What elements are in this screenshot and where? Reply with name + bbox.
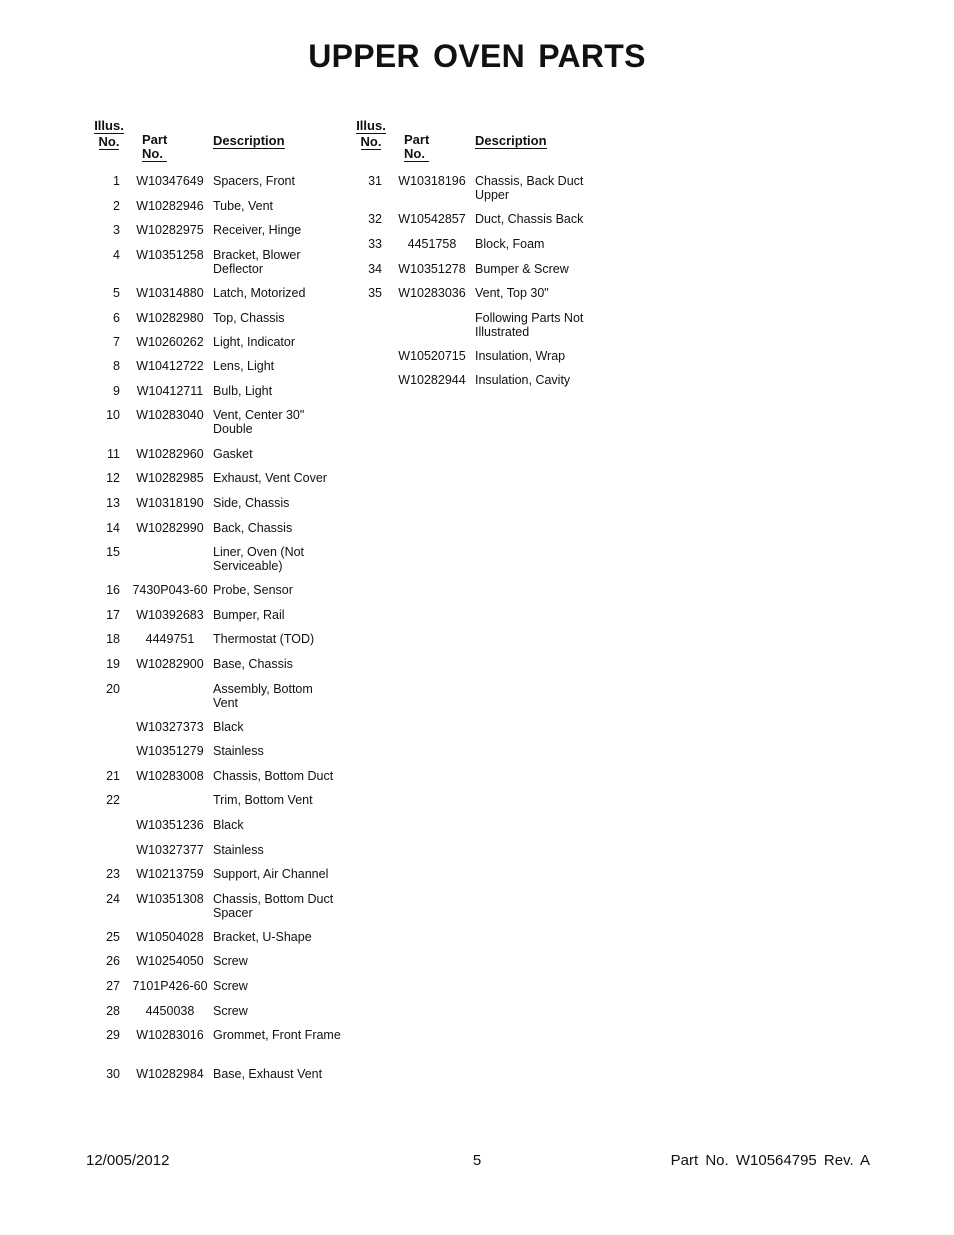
- part-number: 7101P426-60: [132, 979, 208, 993]
- part-description: Black: [213, 720, 244, 734]
- part-description: Top, Chassis: [213, 311, 285, 325]
- part-description: Following Parts Not Illustrated: [475, 311, 584, 339]
- part-number: W10282984: [136, 1067, 204, 1081]
- part-number: W10327377: [136, 843, 204, 857]
- header-description-label: Description: [213, 133, 285, 148]
- illus-no: 24: [106, 892, 120, 906]
- part-number: W10314880: [136, 286, 204, 300]
- part-description: Stainless: [213, 843, 264, 857]
- part-number: W10254050: [136, 954, 204, 968]
- illus-no: 13: [106, 496, 120, 510]
- part-description: Latch, Motorized: [213, 286, 306, 300]
- header-description: [213, 133, 285, 149]
- part-description: Gasket: [213, 447, 253, 461]
- illus-no: 29: [106, 1028, 120, 1042]
- part-number: W10318190: [136, 496, 204, 510]
- illus-no: 33: [368, 237, 382, 251]
- part-number: W10351308: [136, 892, 204, 906]
- part-description: Tube, Vent: [213, 199, 273, 213]
- part-number: W10351278: [398, 262, 466, 276]
- part-number: 4449751: [145, 632, 195, 646]
- part-number: W10283036: [398, 286, 466, 300]
- part-description: Light, Indicator: [213, 335, 295, 349]
- part-description: Bracket, Blower Deflector: [213, 248, 301, 276]
- part-description: Liner, Oven (Not Serviceable): [213, 545, 305, 573]
- illus-no: 18: [106, 632, 120, 646]
- header-illus-label: Illus.: [356, 118, 386, 133]
- illus-no: 20: [106, 682, 120, 696]
- illus-no: 5: [113, 286, 120, 300]
- header-part-no: [404, 133, 429, 162]
- illus-no: 2: [113, 199, 120, 213]
- part-number: W10412711: [136, 384, 204, 398]
- illus-no: 30: [106, 1067, 120, 1081]
- header-part-no-label: Part No.: [404, 132, 430, 161]
- part-number: W10282985: [136, 471, 204, 485]
- part-description: Support, Air Channel: [213, 867, 329, 881]
- part-number: W10392683: [136, 608, 204, 622]
- illus-no: 19: [106, 657, 120, 671]
- part-description: Screw: [213, 979, 248, 993]
- part-number: W10282975: [136, 223, 204, 237]
- part-number: W10260262: [136, 335, 204, 349]
- illus-no: 23: [106, 867, 120, 881]
- part-description: Insulation, Cavity: [475, 373, 571, 387]
- part-number: W10412722: [136, 359, 204, 373]
- part-number: W10318196: [398, 174, 466, 188]
- part-description: Stainless: [213, 744, 264, 758]
- part-number: W10283040: [136, 408, 204, 422]
- footer-date: 12/005/2012: [86, 1152, 170, 1169]
- part-description: Trim, Bottom Vent: [213, 793, 313, 807]
- part-description: Chassis, Bottom Duct Spacer: [213, 892, 334, 920]
- illus-no: 8: [113, 359, 120, 373]
- part-description: Base, Chassis: [213, 657, 293, 671]
- part-number: W10282960: [136, 447, 204, 461]
- illus-no: 22: [106, 793, 120, 807]
- part-number: W10351236: [136, 818, 204, 832]
- part-description: Bumper, Rail: [213, 608, 285, 622]
- header-no-label: No.: [360, 134, 382, 149]
- part-description: Block, Foam: [475, 237, 545, 251]
- part-description: Probe, Sensor: [213, 583, 293, 597]
- illus-no: 27: [106, 979, 120, 993]
- part-number: W10282990: [136, 521, 204, 535]
- part-description: Exhaust, Vent Cover: [213, 471, 327, 485]
- part-description: Black: [213, 818, 244, 832]
- header-part-no: [142, 133, 167, 162]
- illus-no: 10: [106, 408, 120, 422]
- part-number: W10213759: [136, 867, 204, 881]
- part-description: Vent, Center 30" Double: [213, 408, 305, 436]
- illus-no: 4: [113, 248, 120, 262]
- illus-no: 11: [107, 447, 120, 461]
- illus-no: 6: [113, 311, 120, 325]
- part-number: W10283008: [136, 769, 204, 783]
- page-title: UPPER OVEN PARTS: [308, 38, 646, 74]
- illus-no: 31: [368, 174, 382, 188]
- part-description: Base, Exhaust Vent: [213, 1067, 323, 1081]
- part-number: W10351258: [136, 248, 204, 262]
- part-description: Grommet, Front Frame: [213, 1028, 341, 1042]
- part-description: Chassis, Back Duct Upper: [475, 174, 584, 202]
- illus-no: 12: [106, 471, 120, 485]
- illus-no: 21: [106, 769, 120, 783]
- part-description: Duct, Chassis Back: [475, 212, 584, 226]
- part-description: Thermostat (TOD): [213, 632, 315, 646]
- illus-no: 16: [106, 583, 120, 597]
- part-description: Back, Chassis: [213, 521, 293, 535]
- illus-no: 26: [106, 954, 120, 968]
- part-description: Receiver, Hinge: [213, 223, 302, 237]
- part-number: W10282980: [136, 311, 204, 325]
- illus-no: 3: [113, 223, 120, 237]
- part-description: Side, Chassis: [213, 496, 290, 510]
- header-illus-no: [88, 118, 130, 150]
- illus-no: 9: [113, 384, 120, 398]
- illus-no: 14: [106, 521, 120, 535]
- footer-part-number: Part No. W10564795 Rev. A: [670, 1152, 870, 1169]
- header-illus-label: Illus.: [94, 118, 124, 133]
- header-part-no-label: Part No.: [142, 132, 168, 161]
- part-number: W10351279: [136, 744, 204, 758]
- header-description-label: Description: [475, 133, 547, 148]
- illus-no: 32: [368, 212, 382, 226]
- illus-no: 34: [368, 262, 382, 276]
- part-description: Screw: [213, 1004, 248, 1018]
- header-no-label: No.: [98, 134, 120, 149]
- part-number: W10347649: [136, 174, 204, 188]
- illus-no: 15: [106, 545, 120, 559]
- part-description: Lens, Light: [213, 359, 275, 373]
- illus-no: 28: [106, 1004, 120, 1018]
- part-description: Chassis, Bottom Duct: [213, 769, 334, 783]
- header-description: [475, 133, 547, 149]
- part-description: Screw: [213, 954, 248, 968]
- illus-no: 25: [106, 930, 120, 944]
- illus-no: 1: [113, 174, 120, 188]
- header-illus-no: [350, 118, 392, 150]
- part-number: W10520715: [398, 349, 466, 363]
- part-description: Assembly, Bottom Vent: [213, 682, 313, 710]
- part-description: Spacers, Front: [213, 174, 295, 188]
- part-number: W10542857: [398, 212, 466, 226]
- illus-no: 7: [113, 335, 120, 349]
- part-number: W10504028: [136, 930, 204, 944]
- part-number: 4450038: [145, 1004, 195, 1018]
- part-description: Bracket, U-Shape: [213, 930, 312, 944]
- footer-page-number: 5: [472, 1152, 482, 1169]
- illus-no: 17: [106, 608, 120, 622]
- part-description: Insulation, Wrap: [475, 349, 566, 363]
- part-description: Bumper & Screw: [475, 262, 569, 276]
- part-number: W10282946: [136, 199, 204, 213]
- part-number: W10327373: [136, 720, 204, 734]
- part-description: Bulb, Light: [213, 384, 273, 398]
- part-description: Vent, Top 30": [475, 286, 549, 300]
- illus-no: 35: [368, 286, 382, 300]
- part-number: W10282900: [136, 657, 204, 671]
- part-number: W10283016: [136, 1028, 204, 1042]
- part-number: W10282944: [398, 373, 466, 387]
- part-number: 7430P043-60: [132, 583, 208, 597]
- part-number: 4451758: [407, 237, 457, 251]
